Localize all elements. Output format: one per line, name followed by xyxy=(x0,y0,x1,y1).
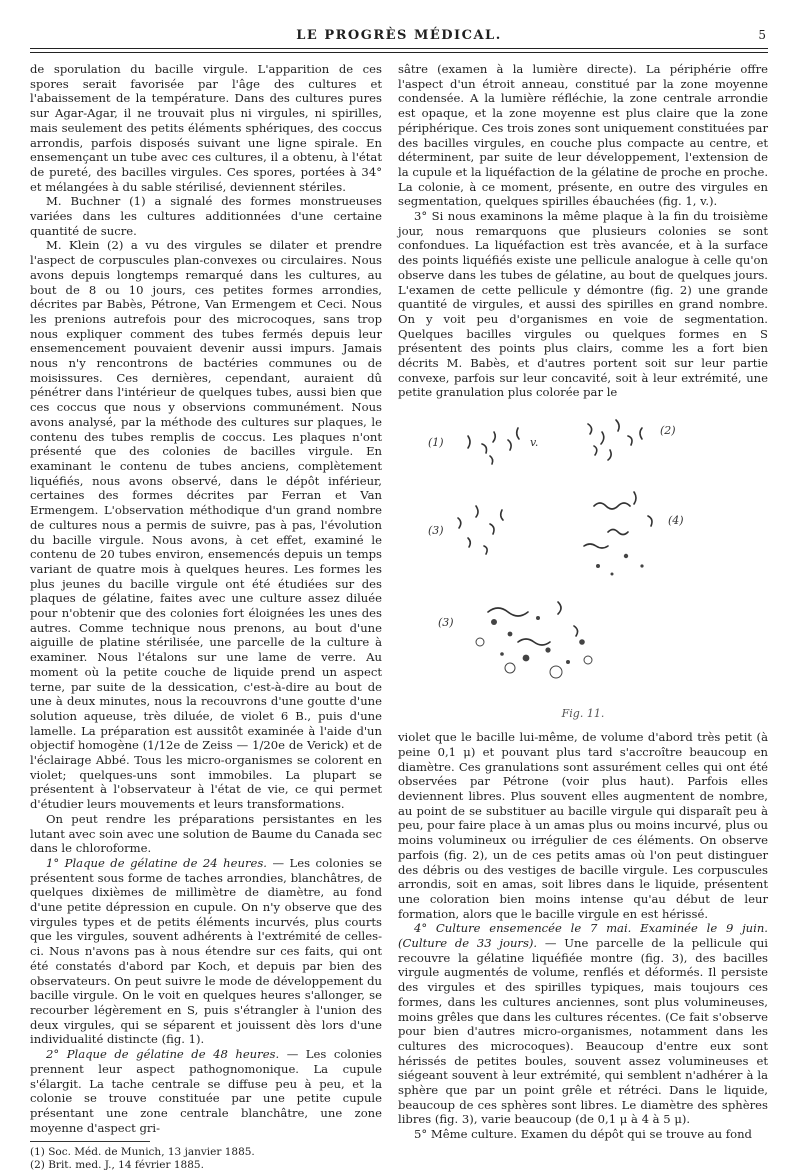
section-body: — Les colonies prennent leur aspect pathognomonique. La cupule s'élargit. La tache centrale se diffuse peu à peu, et la colonie se trouve constituée par une petite cupule présentant une zone centrale blanchâtre, une zone moyenne d'aspect gri- xyxy=(30,1047,382,1135)
paragraph: M. Klein (2) a vu des virgules se dilater et prendre l'aspect de corpuscules plan-convexes ou circulaires. Nous avons depuis longtemps remarqué dans les cultures, au bout de 8 ou 10 jours, ces petites formes arrondies, décrites par Babès, Pétrone, Van Ermengem et Ceci. Nous les prenions autrefois pour des microcoques, sans trop nous expliquer comment des tubes fermés depuis leur ensemencement pouvaient devenir aussi impurs. Jamais nous n'y rencontrons de bactéries communes ou de moisissures. Ces dernières, cependant, auraient dû pénétrer dans l'intérieur de quelques tubes, aussi bien que ces coccus que nous y observions communément. Nous avons analysé, par la méthode des cultures sur plaques, le contenu des tubes remplis de coccus. Les plaques n'ont présenté que des colonies de bacilles virgule. En examinant le contenu de tubes anciens, complètement liquéfiés, nous avons observé, dans le dépôt inférieur, certaines des formes décrites par Ferran et Van Ermengem. L'observation méthodique d'un grand nombre de cultures nous a permis de suivre, pas à pas, l'évolution du bacille virgule. Nous avons, à cet effet, examiné le contenu de 20 tubes environ, ensemencés depuis un temps variant de quatre mois à quelques heures. Les formes les plus jeunes du bacille virgule ont été étudiées sur des plaques de gélatine, faites avec une culture assez diluée pour n'obtenir que des colonies fort éloignées les unes des autres. Comme technique nous prenons, au bout d'une aiguille de platine stérilisée, une parcelle de la culture à examiner. Nous l'étalons sur une lame de verre. Au moment où la petite couche de liquide prend un aspect terne, par suite de la dessication, c'est-à-dire au bout de une à deux minutes, nous la recouvrons d'une goutte d'une solution aqueuse, très diluée, de violet 6 B., puis d'une lamelle. La préparation est aussitôt examinée à l'aide d'un objectif homogène (1/12e de Zeiss — 1/20e de Verick) et de l'éclairage Abbé. Tous les micro-organismes se colorent en violet; quelques-uns sont immobiles. La plupart se présentent à l'observateur à l'état de vie, ce qui permet d'étudier leurs mouvements et leurs transformations. xyxy=(30,238,382,812)
figure-label: (3) xyxy=(438,616,454,630)
paragraph: 5° Même culture. Examen du dépôt qui se trouve au fond xyxy=(414,1127,752,1142)
footnote: (2) Brit. med. J., 14 février 1885. xyxy=(30,1159,204,1172)
footnote: (1) Soc. Méd. de Munich, 13 janvier 1885. xyxy=(30,1146,255,1159)
section-heading: 1° Plaque de gélatine de 24 heures. xyxy=(46,855,267,870)
figure-illustration xyxy=(398,406,768,726)
page-header xyxy=(30,28,768,50)
right-column xyxy=(398,62,769,1142)
paragraph: de sporulation du bacille virgule. L'apparition de ces spores serait favorisée par l'âge des cultures et l'abaissement de la température. Dans des cultures pures sur Agar-Agar, il ne trouvait plus ni virgules, ni spirilles, mais seulement des petits éléments sphériques, des coccus arrondis, parfois disposés suivant une ligne spirale. En ensemençant un tube avec ces cultures, il a obtenu, à l'état de pureté, des bacilles virgules. Ces spores, portées à 34° et mélangées à du sable stérilisé, deviennent stériles. xyxy=(30,62,382,194)
paragraph: 3° Si nous examinons la même plaque à la fin du troisième jour, nous remarquons que plusieurs colonies se sont confondues. La liquéfaction est très avancée, et à la surface des points liquéfiés existe une pellicule analogue à celle qu'on observe dans les tubes de gélatine, au bout de quelques jours. L'examen de cette pellicule y démontre (fig. 2) une grande quantité de virgules, et aussi des spirilles en grand nombre. On y voit peu d'organismes en voie de segmentation. Quelques bacilles virgules ou quelques formes en S présentent des points plus clairs, comme les a fort bien décrits M. Babès, et d'autres portent soit sur leur partie convexe, parfois sur leur concavité, soit à leur extrémité, une petite granulation plus colorée par le xyxy=(398,209,768,400)
section-body: — Les colonies se présentent sous forme de taches arrondies, blanchâtres, de quelques dixièmes de millimètre de diamètre, au fond d'une petite dépression en cupule. On n'y observe que des virgules types et de petits éléments incurvés, plus courts que les virgules, souvent adhérents à l'extrémité de celles-ci. Nous n'avons pas à nous étendre sur ces faits, qui ont été constatés d'abord par Koch, et depuis par bien des observateurs. On peut suivre le mode de développement du bacille virgule. On le voit en quelques heures s'allonger, se recourber légèrement en S, puis s'étrangler à l'union des deux virgules, qui se séparent et jouissent dès lors d'une individualité distincte (fig. 1). xyxy=(30,855,382,1047)
section-heading: 4° Culture ensemencée le 7 mai. Examinée le 9 juin. (Culture de 33 jours). xyxy=(398,921,768,951)
microscopy-figure xyxy=(398,406,768,726)
paragraph: M. Buchner (1) a signalé des formes monstrueuses variées dans les cultures additionnées d'une certaine quantité de sucre. xyxy=(30,194,382,238)
figure-label: (1) xyxy=(428,436,444,450)
paragraph: sâtre (examen à la lumière directe). La périphérie offre l'aspect d'un étroit anneau, constitué par la zone moyenne condensée. A la lumière réfléchie, la zone centrale arrondie est opaque, et la zone moyenne est plus claire que la zone périphérique. Ces trois zones sont uniquement constituées par des bacilles virgules, en couche plus compacte au centre, et déterminent, par suite de leur développement, l'extension de la cupule et la liquéfaction de la gélatine de proche en proche. La colonie, à ce moment, présente, en outre des virgules en segmentation, quelques spirilles ébauchées (fig. 1, v.). xyxy=(398,62,769,209)
journal-title: LE PROGRÈS MÉDICAL. xyxy=(296,28,502,43)
header-rule xyxy=(30,48,768,49)
left-column xyxy=(30,62,382,1172)
paragraph: violet que le bacille lui-même, de volume d'abord très petit (à peine 0,1 μ) et pouvant plus tard s'accroître beaucoup en diamètre. Ces granulations sont assurément celles qui ont été observées par Pétrone (voir plus haut). Parfois elles deviennent libres. Plus souvent elles augmentent de nombre, au point de se substituer au bacille virgule qui disparaît peu à peu, pour faire place à un amas plus ou moins incurvé, plus ou moins volumineux ou irrégulier de ces éléments. On observe parfois (fig. 2), un de ces petits amas où l'on peut distinguer des débris ou des vestiges de bacille virgule. Les corpuscules arrondis, soit en amas, soit libres dans le liquide, présentent une coloration bien moins intense qu'au début de leur formation, alors que le bacille virgule en est hérissé. xyxy=(398,730,768,921)
paragraph-culture-33j xyxy=(398,921,768,1127)
page-number: 5 xyxy=(758,28,766,42)
paragraph-plaque-48h xyxy=(30,1047,382,1135)
paragraph-plaque-24h xyxy=(30,856,382,1047)
figure-caption: Fig. 11. xyxy=(561,707,605,721)
section-body: — Une parcelle de la pellicule qui recouvre la gélatine liquéfiée montre (fig. 3), des bacilles virgule augmentés de volume, renflés et déformés. Il persiste des virgules et des spirilles typiques, mais toujours ces formes, dans les cultures anciennes, sont plus volumineuses, moins grêles que dans les cultures récentes. (Ce fait s'observe pour bien d'autres micro-organismes, notamment dans les cultures des microcoques). Beaucoup d'entre eux sont hérissés de petites boules, souvent assez volumineuses et siégeant souvent à leur extrémité, qui semblent n'adhérer à la sphère que par un point grêle et rétréci. Dans le liquide, beaucoup de ces sphères sont libres. Le diamètre des sphères libres (fig. 3), varie beaucoup (de 0,1 μ à 4 à 5 μ). xyxy=(398,936,768,1127)
section-heading: 2° Plaque de gélatine de 48 heures. xyxy=(46,1047,280,1062)
figure-label: (3) xyxy=(428,524,444,538)
header-rule-thin xyxy=(30,52,768,53)
figure-label: v. xyxy=(530,436,539,450)
paragraph: On peut rendre les préparations persistantes en les lutant avec soin avec une solution de Baume du Canada sec dans le chloroforme. xyxy=(30,811,382,856)
figure-label: (2) xyxy=(660,424,676,438)
footnote-rule xyxy=(30,1141,150,1142)
figure-label: (4) xyxy=(668,514,684,528)
